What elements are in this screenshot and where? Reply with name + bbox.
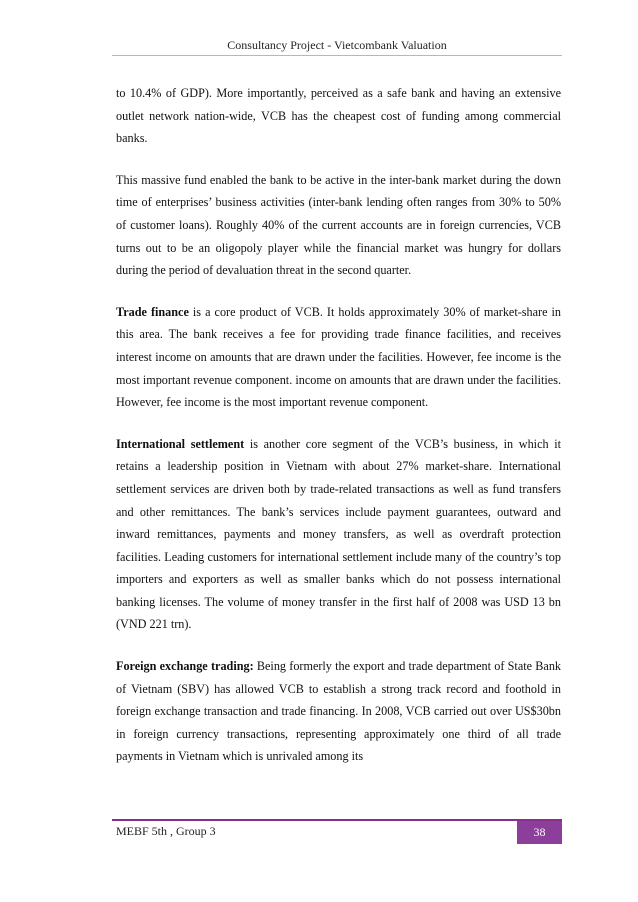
page-header-title: Consultancy Project - Vietcombank Valuation bbox=[227, 38, 447, 52]
paragraph-lead-term: Trade finance bbox=[116, 304, 189, 319]
paragraph-funding-cost bbox=[116, 82, 561, 150]
document-body bbox=[116, 82, 561, 787]
paragraph-text: Being formerly the export and trade department of State Bank of Vietnam (SBV) has allowed VCB to establish a strong track record and foothold in foreign exchange transaction and trade financing. In 2008, VCB carried out over US$30bn in foreign currency transactions, representing approximately one third of all trade payments in Vietnam which is unrivaled among its bbox=[116, 659, 562, 764]
paragraph-text: This massive fund enabled the bank to be active in the inter-bank market during the down time of enterprises’ business activities (inter-bank lending often ranges from 30% to 50% of customer loans). Roughly 40% of the current accounts are in foreign currencies, VCB turns out to be an oligopoly player while the financial market was hungry for dollars during the period of devaluation threat in the second quarter. bbox=[116, 172, 561, 278]
paragraph-text: to 10.4% of GDP). More importantly, perceived as a safe bank and having an extensive outlet network nation-wide, VCB has the cheapest cost of funding among commercial banks. bbox=[116, 86, 561, 146]
paragraph-interbank-market bbox=[116, 169, 561, 282]
paragraph-international-settlement bbox=[116, 433, 561, 636]
paragraph-lead-term: Foreign exchange trading: bbox=[116, 659, 254, 674]
footer-divider bbox=[112, 819, 562, 821]
paragraph-text: is a core product of VCB. It holds approximately 30% of market-share in this area. The bank receives a fee for providing trade finance facilities, and receives interest income on amounts that are drawn under the facilities. However, fee income is the most important revenue component. income on amounts that are drawn under the facilities. However, fee income is the most important revenue component. bbox=[116, 304, 562, 410]
paragraph-foreign-exchange bbox=[116, 655, 561, 768]
page-number-badge: 38 bbox=[517, 821, 562, 844]
paragraph-text: is another core segment of the VCB’s business, in which it retains a leadership position in Vietnam with about 27% market-share. International settlement services are driven both by trade-related transactions as well as fund transfers and other remittances. The bank’s services include payment guarantees, outward and inward remittances, payments and money transfers, as well as overdraft protection facilities. Leading customers for international settlement include many of the country’s top importers and exporters as well as smaller banks which do not possess international banking licenses. The volume of money transfer in the first half of 2008 was USD 13 bn (VND 221 trn). bbox=[116, 436, 561, 632]
paragraph-lead-term: International settlement bbox=[116, 436, 245, 451]
header-divider bbox=[112, 55, 562, 56]
paragraph-trade-finance bbox=[116, 301, 561, 414]
footer-group-label: MEBF 5th , Group 3 bbox=[116, 824, 216, 838]
